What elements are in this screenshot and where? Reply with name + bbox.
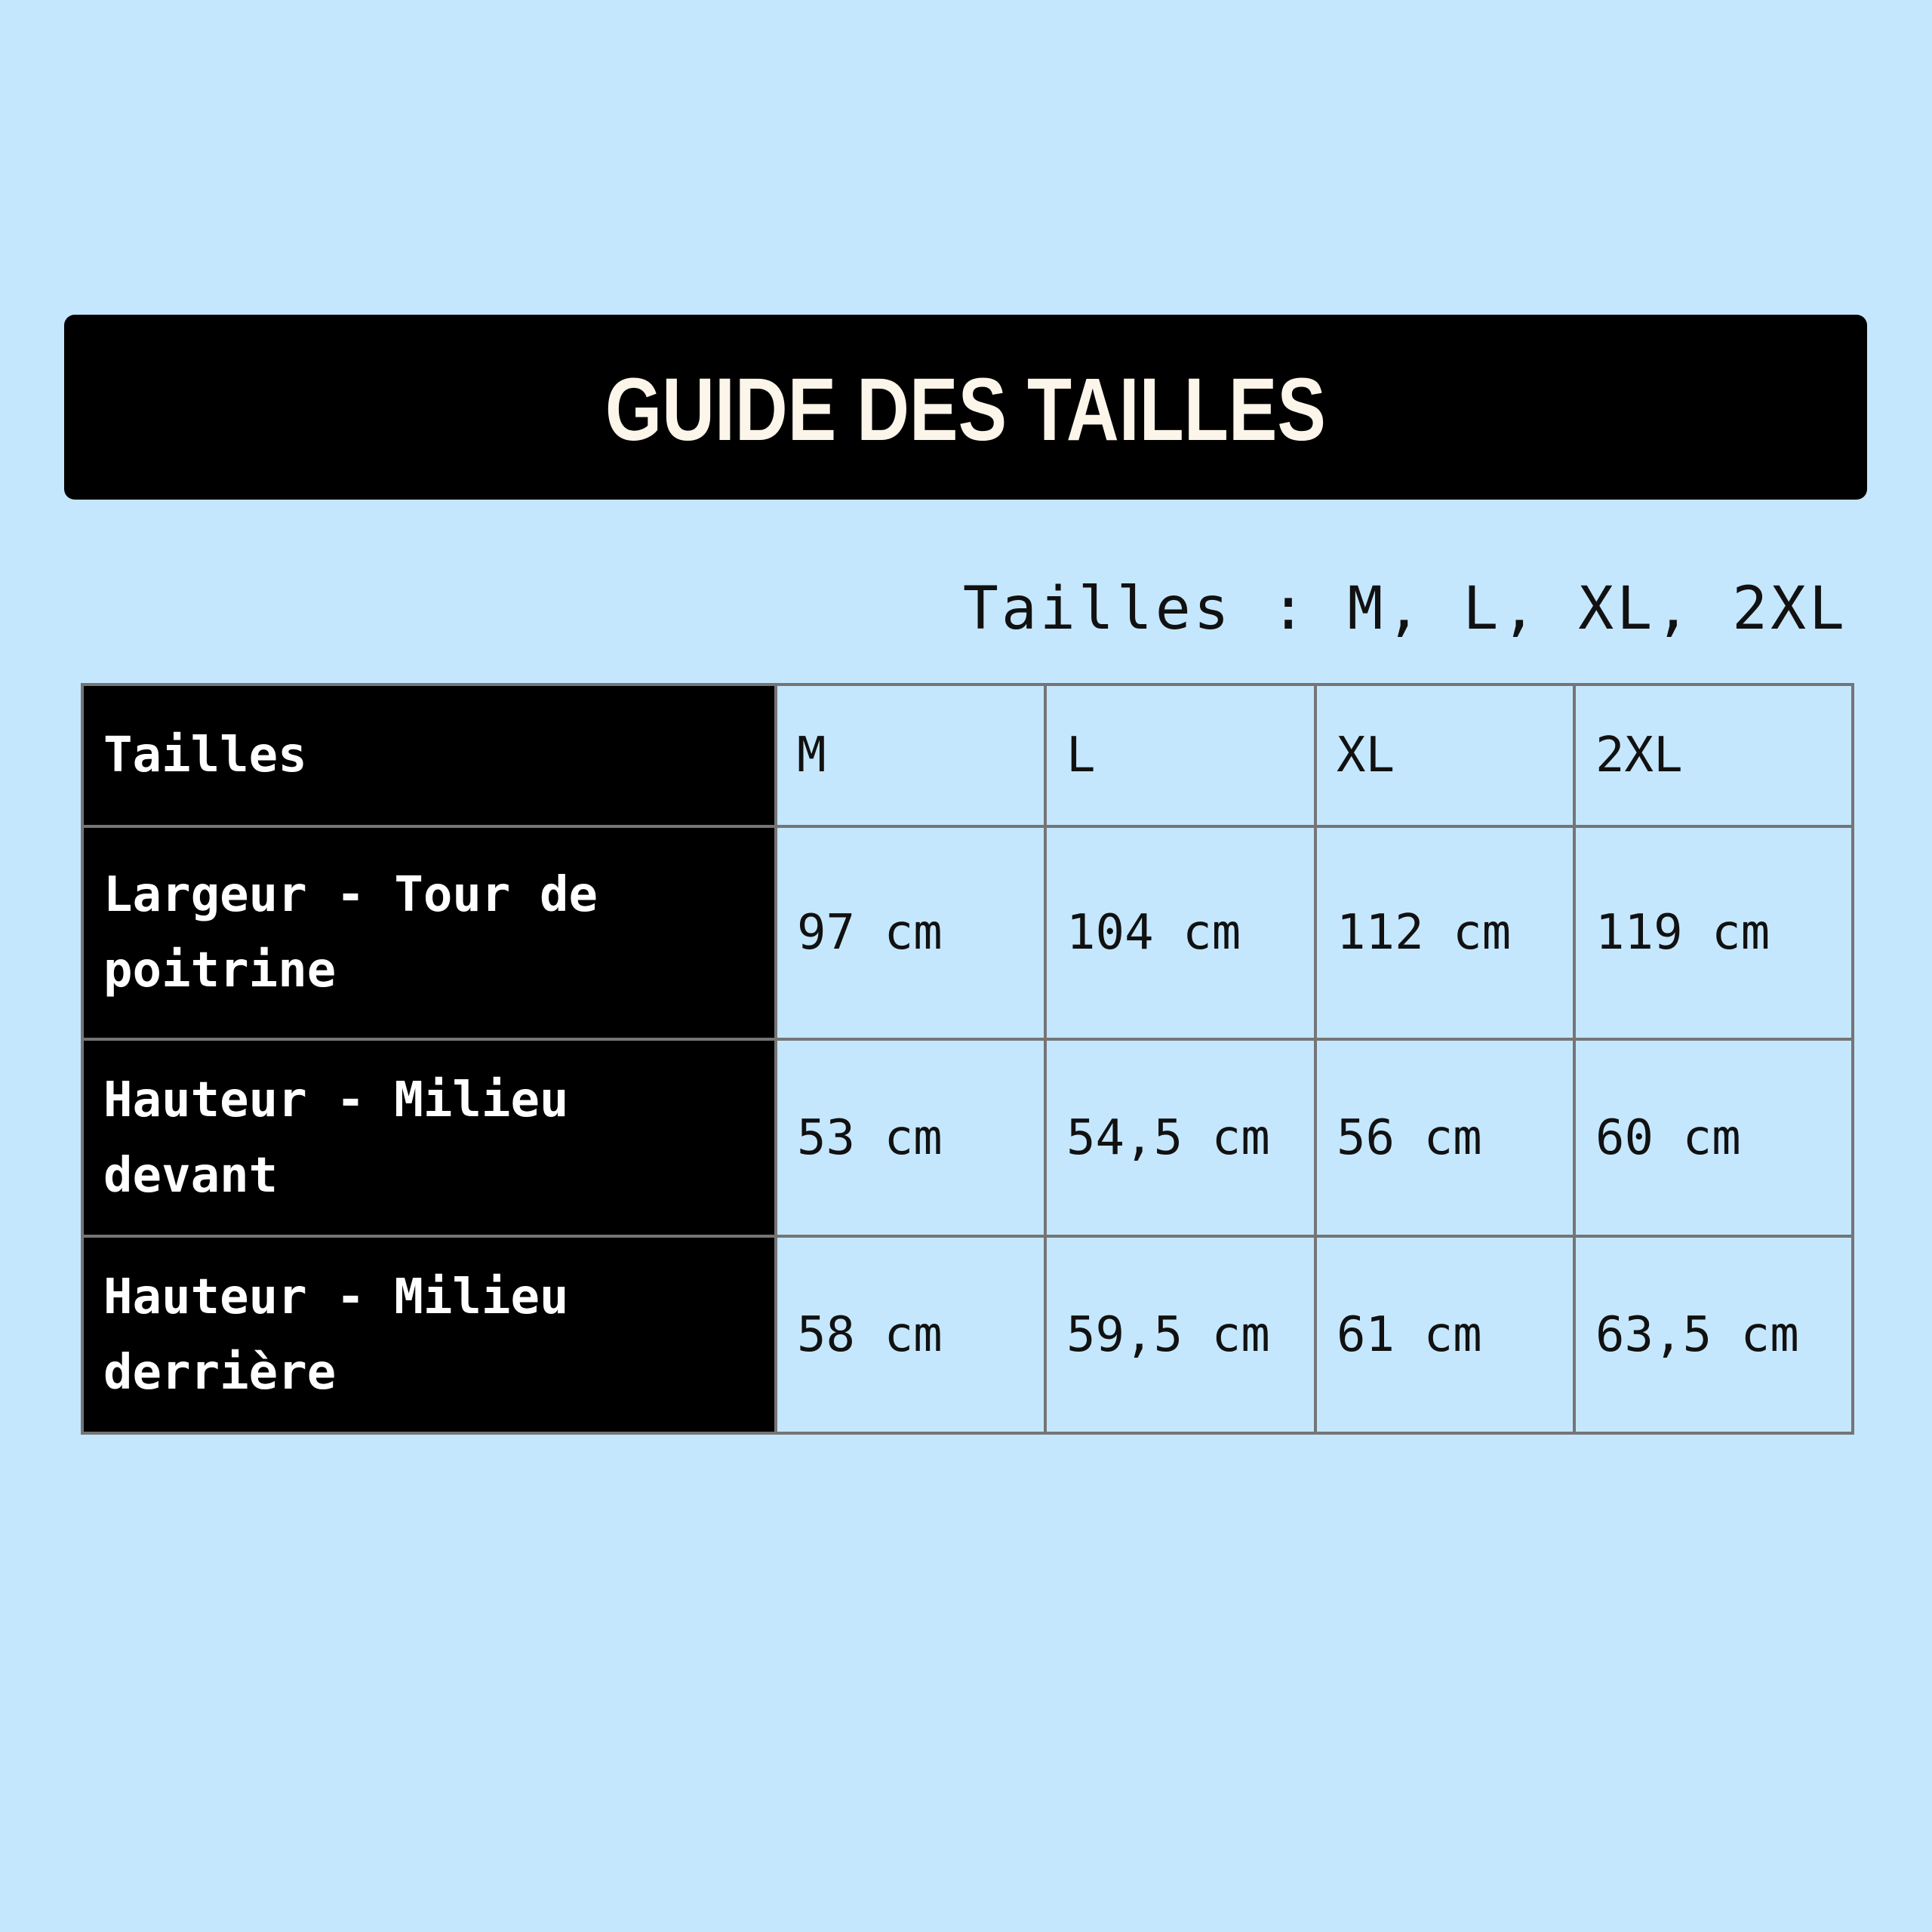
row-label-cell: Largeur - Tour de poitrine: [82, 826, 776, 1039]
value-cell: 63,5 cm: [1574, 1236, 1853, 1433]
sizes-summary: Tailles : M, L, XL, 2XL: [962, 575, 1847, 643]
header-cell-2xl: 2XL: [1574, 685, 1853, 826]
page-title: GUIDE DES TAILLES: [605, 359, 1327, 460]
value-cell: 54,5 cm: [1045, 1039, 1315, 1236]
value-cell: 60 cm: [1574, 1039, 1853, 1236]
size-table: [81, 683, 1854, 1435]
value-cell: 97 cm: [776, 826, 1045, 1039]
header-label-cell: Tailles: [82, 685, 776, 826]
value-cell: 61 cm: [1315, 1236, 1574, 1433]
value-cell: 112 cm: [1315, 826, 1574, 1039]
title-banner: [64, 315, 1867, 500]
table-row: [82, 826, 1853, 1039]
value-cell: 58 cm: [776, 1236, 1045, 1433]
value-cell: 59,5 cm: [1045, 1236, 1315, 1433]
value-cell: 104 cm: [1045, 826, 1315, 1039]
value-cell: 56 cm: [1315, 1039, 1574, 1236]
table-row: [82, 1039, 1853, 1236]
row-label-cell: Hauteur - Milieu derrière: [82, 1236, 776, 1433]
row-label-cell: Hauteur - Milieu devant: [82, 1039, 776, 1236]
header-cell-m: M: [776, 685, 1045, 826]
value-cell: 53 cm: [776, 1039, 1045, 1236]
header-cell-xl: XL: [1315, 685, 1574, 826]
value-cell: 119 cm: [1574, 826, 1853, 1039]
table-header-row: [82, 685, 1853, 826]
table-row: [82, 1236, 1853, 1433]
header-cell-l: L: [1045, 685, 1315, 826]
